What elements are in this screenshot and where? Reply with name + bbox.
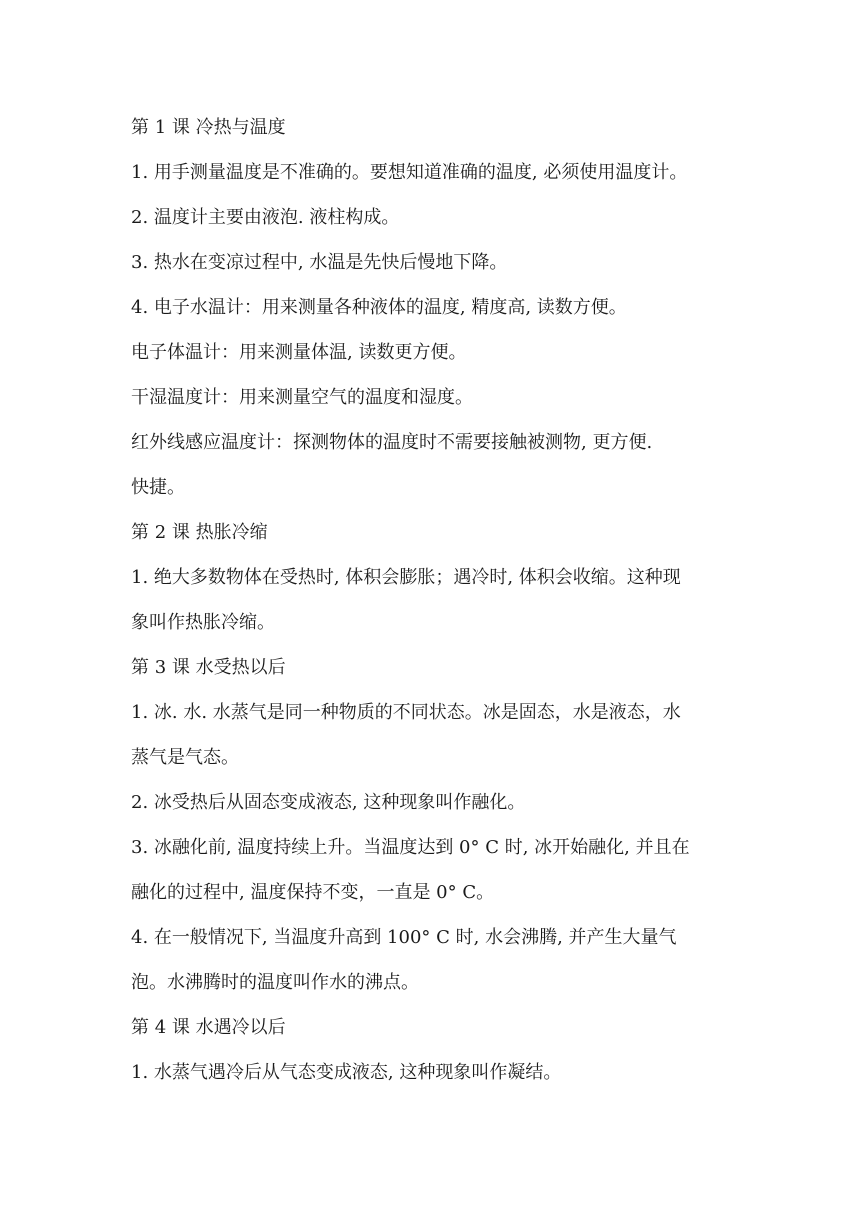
paragraph-line: 电子体温计：用来测量体温, 读数更方便。 bbox=[131, 342, 467, 363]
paragraph-line: 4. 电子水温计：用来测量各种液体的温度, 精度高, 读数方便。 bbox=[131, 297, 627, 318]
paragraph-line: 蒸气是气态。 bbox=[131, 747, 239, 768]
paragraph-line: 3. 冰融化前, 温度持续上升。当温度达到 0° C 时, 冰开始融化, 并且在 bbox=[131, 837, 690, 858]
paragraph-line: 1. 冰. 水. 水蒸气是同一种物质的不同状态。冰是固态，水是液态，水 bbox=[131, 702, 681, 723]
lesson-3-heading: 第 3 课 水受热以后 bbox=[131, 657, 286, 678]
paragraph-line: 红外线感应温度计：探测物体的温度时不需要接触被测物, 更方便. bbox=[131, 432, 653, 453]
paragraph-line: 1. 水蒸气遇冷后从气态变成液态, 这种现象叫作凝结。 bbox=[131, 1062, 562, 1083]
paragraph-line: 干湿温度计：用来测量空气的温度和湿度。 bbox=[131, 387, 473, 408]
paragraph-line: 象叫作热胀冷缩。 bbox=[131, 612, 275, 633]
lesson-4-heading: 第 4 课 水遇冷以后 bbox=[131, 1017, 286, 1038]
paragraph-line: 3. 热水在变凉过程中, 水温是先快后慢地下降。 bbox=[131, 252, 508, 273]
paragraph-line: 1. 绝大多数物体在受热时, 体积会膨胀；遇冷时, 体积会收缩。这种现 bbox=[131, 567, 681, 588]
paragraph-line: 1. 用手测量温度是不准确的。要想知道准确的温度, 必须使用温度计。 bbox=[131, 162, 688, 183]
lesson-1-heading: 第 1 课 冷热与温度 bbox=[131, 117, 286, 138]
paragraph-line: 2. 温度计主要由液泡. 液柱构成。 bbox=[131, 207, 400, 228]
paragraph-line: 快捷。 bbox=[131, 477, 185, 498]
lesson-2-heading: 第 2 课 热胀冷缩 bbox=[131, 522, 268, 543]
paragraph-line: 2. 冰受热后从固态变成液态, 这种现象叫作融化。 bbox=[131, 792, 526, 813]
paragraph-line: 4. 在一般情况下, 当温度升高到 100° C 时, 水会沸腾, 并产生大量气 bbox=[131, 927, 677, 948]
paragraph-line: 融化的过程中, 温度保持不变，一直是 0° C。 bbox=[131, 882, 495, 903]
paragraph-line: 泡。水沸腾时的温度叫作水的沸点。 bbox=[131, 972, 419, 993]
